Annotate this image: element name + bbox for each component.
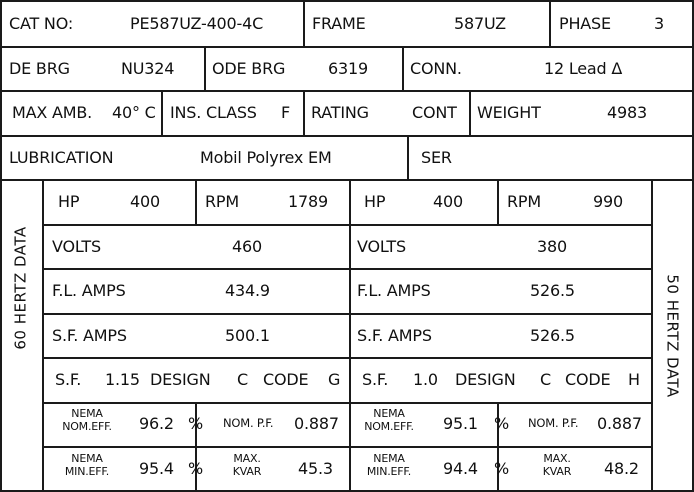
- nema-min-eff-value-60: 95.4: [139, 459, 174, 478]
- divider-data-3: [42, 313, 653, 315]
- nema-min-eff-label-50: NEMA MIN.EFF.: [366, 452, 412, 478]
- divider-ins: [161, 90, 163, 135]
- nom-pf-value-60: 0.887: [294, 414, 339, 433]
- nom-pf-label-60: NOM. P.F.: [223, 416, 274, 430]
- cat-no-label: CAT NO:: [9, 14, 74, 33]
- nema-min-eff-label-60: NEMA MIN.EFF.: [64, 452, 110, 478]
- hp-value-50: 400: [433, 192, 463, 211]
- rpm-value-60: 1789: [288, 192, 328, 211]
- sf-amps-value-50: 526.5: [530, 326, 575, 345]
- nom-pf-value-50: 0.887: [597, 414, 642, 433]
- divider-row-1: [0, 46, 694, 48]
- sf-amps-label-60: S.F. AMPS: [52, 326, 127, 345]
- code-value-50: H: [628, 370, 640, 389]
- sf-amps-label-50: S.F. AMPS: [357, 326, 432, 345]
- phase-value: 3: [654, 14, 664, 33]
- hp-value-60: 400: [130, 192, 160, 211]
- rpm-value-50: 990: [593, 192, 623, 211]
- volts-value-60: 460: [232, 237, 262, 256]
- nema-nom-eff-value-60: 96.2: [139, 414, 174, 433]
- divider-data-4: [42, 357, 653, 359]
- divider-data-5: [42, 402, 653, 404]
- rating-label: RATING: [311, 103, 369, 122]
- divider-data-2: [42, 268, 653, 270]
- max-kvar-value-50: 48.2: [604, 459, 639, 478]
- divider-ode: [204, 46, 206, 90]
- rpm-label-50: RPM: [507, 192, 541, 211]
- volts-label-50: VOLTS: [357, 237, 406, 256]
- divider-conn: [402, 46, 404, 90]
- conn-label: CONN.: [410, 59, 462, 78]
- rating-value: CONT: [412, 103, 457, 122]
- nema-min-eff-value-50: 94.4: [443, 459, 478, 478]
- ode-brg-value: 6319: [328, 59, 368, 78]
- fl-amps-label-60: F.L. AMPS: [52, 281, 126, 300]
- sf-amps-value-60: 500.1: [225, 326, 270, 345]
- ode-brg-label: ODE BRG: [212, 59, 286, 78]
- fl-amps-label-50: F.L. AMPS: [357, 281, 431, 300]
- divider-data-1: [42, 224, 653, 226]
- code-value-60: G: [328, 370, 341, 389]
- conn-value: 12 Lead Δ: [544, 59, 623, 78]
- divider-frame: [303, 0, 305, 46]
- nom-eff-unit-50: %: [494, 414, 510, 433]
- fl-amps-value-60: 434.9: [225, 281, 270, 300]
- max-kvar-value-60: 45.3: [298, 459, 333, 478]
- design-value-50: C: [540, 370, 551, 389]
- max-kvar-label-50: MAX. KVAR: [542, 452, 572, 478]
- de-brg-value: NU324: [121, 59, 175, 78]
- divider-rating: [303, 90, 305, 135]
- fl-amps-value-50: 526.5: [530, 281, 575, 300]
- weight-value: 4983: [607, 103, 647, 122]
- max-amb-label: MAX AMB.: [12, 103, 93, 122]
- 50-hertz-data-label: 50 HERTZ DATA: [663, 274, 682, 398]
- border-left: [0, 0, 2, 492]
- nema-nom-eff-label-50: NEMA NOM.EFF.: [364, 407, 414, 433]
- hp-label-60: HP: [58, 192, 80, 211]
- sf-label-50: S.F.: [362, 370, 389, 389]
- design-label-50: DESIGN: [455, 370, 516, 389]
- divider-rpm-60: [195, 179, 197, 224]
- volts-value-50: 380: [537, 237, 567, 256]
- code-label-60: CODE: [263, 370, 309, 389]
- ser-label: SER: [421, 148, 452, 167]
- divider-phase: [549, 0, 551, 46]
- divider-data-6: [42, 446, 653, 448]
- phase-label: PHASE: [559, 14, 611, 33]
- sf-value-50: 1.0: [413, 370, 438, 389]
- code-label-50: CODE: [565, 370, 611, 389]
- sf-label-60: S.F.: [55, 370, 82, 389]
- max-kvar-label-60: MAX. KVAR: [232, 452, 262, 478]
- hp-label-50: HP: [364, 192, 386, 211]
- de-brg-label: DE BRG: [9, 59, 70, 78]
- nema-nom-eff-value-50: 95.1: [443, 414, 478, 433]
- frame-value: 587UZ: [454, 14, 506, 33]
- divider-ser: [407, 135, 409, 179]
- lubrication-value: Mobil Polyrex EM: [200, 148, 332, 167]
- border-top: [0, 0, 694, 2]
- design-value-60: C: [237, 370, 248, 389]
- volts-label-60: VOLTS: [52, 237, 101, 256]
- rpm-label-60: RPM: [205, 192, 239, 211]
- design-label-60: DESIGN: [150, 370, 211, 389]
- divider-weight: [469, 90, 471, 135]
- max-amb-value: 40° C: [112, 103, 156, 122]
- min-eff-unit-60: %: [188, 459, 204, 478]
- nom-pf-label-50: NOM. P.F.: [528, 416, 579, 430]
- nom-eff-unit-60: %: [188, 414, 204, 433]
- divider-row-2: [0, 90, 694, 92]
- lubrication-label: LUBRICATION: [9, 148, 114, 167]
- divider-rpm-50: [497, 179, 499, 224]
- frame-label: FRAME: [312, 14, 366, 33]
- ins-class-label: INS. CLASS: [170, 103, 257, 122]
- min-eff-unit-50: %: [494, 459, 510, 478]
- ins-class-value: F: [281, 103, 291, 122]
- nema-nom-eff-label-60: NEMA NOM.EFF.: [62, 407, 112, 433]
- cat-no-value: PE587UZ-400-4C: [130, 14, 264, 33]
- divider-row-4: [0, 179, 694, 181]
- 60-hertz-data-label: 60 HERTZ DATA: [11, 226, 30, 350]
- weight-label: WEIGHT: [477, 103, 541, 122]
- divider-row-3: [0, 135, 694, 137]
- sf-value-60: 1.15: [105, 370, 140, 389]
